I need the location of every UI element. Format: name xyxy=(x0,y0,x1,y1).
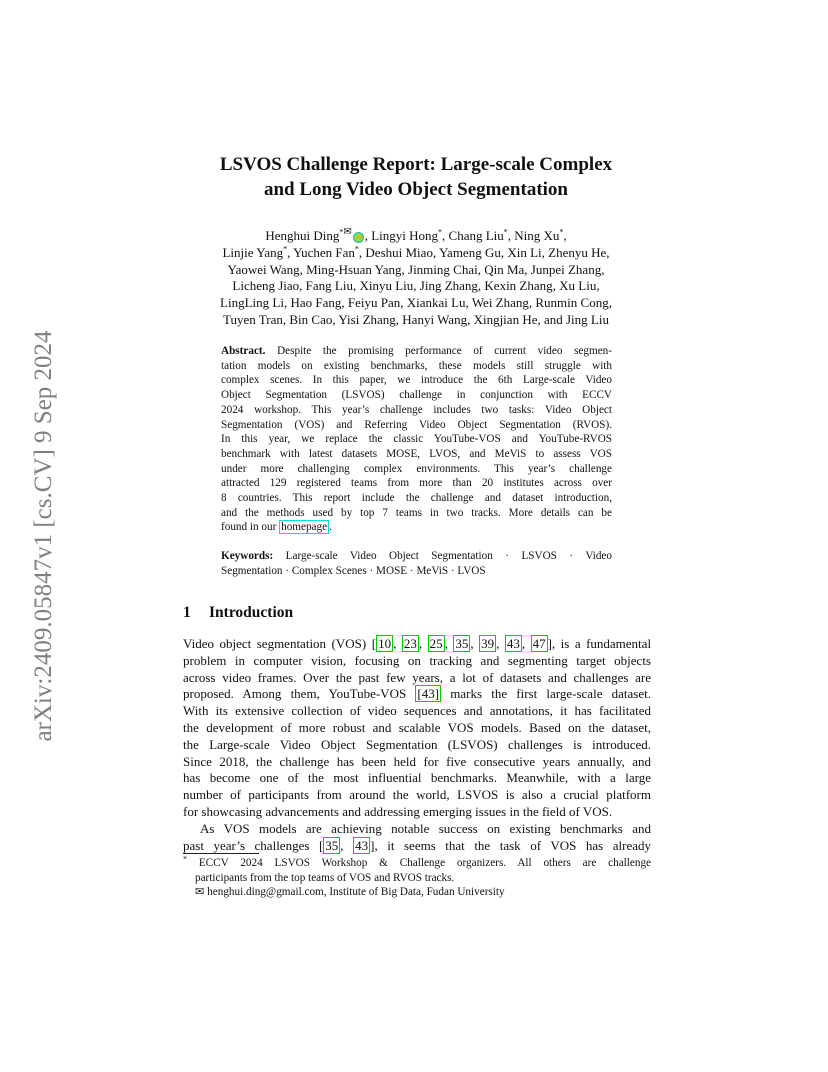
abstract-line: and the methods used by top 7 teams in two tracks. More details can be xyxy=(221,506,612,519)
paragraph-line: the development of more robust and scalable VOS models. Based on the dataset, xyxy=(183,719,651,735)
organizer-mark: * xyxy=(559,227,564,237)
author-list xyxy=(150,228,682,329)
author-name: Henghui Ding xyxy=(265,228,340,243)
organizer-mark: * xyxy=(438,227,443,237)
section-heading xyxy=(183,604,293,622)
citation-link[interactable]: 35 xyxy=(455,636,469,651)
author-line-5: LingLing Li, Hao Fang, Feiyu Pan, Xiankai Lu, Wei Zhang, Runmin Cong, xyxy=(220,295,612,311)
paragraph-line: number of participants from around the world, LSVOS is also a crucial platform xyxy=(183,787,651,803)
author-names: , Deshui Miao, Yameng Gu, Xin Li, Zhenyu He, xyxy=(358,244,610,260)
footnote-line xyxy=(183,856,651,871)
author-name: , Ning Xu xyxy=(507,228,560,243)
author-name: , Yuchen Fan xyxy=(287,244,355,260)
author-line-1 xyxy=(150,228,682,245)
paragraph-text: , is a fundamental xyxy=(551,636,652,651)
organizer-mark: * xyxy=(283,244,288,254)
abstract-label: Abstract. xyxy=(221,345,266,357)
keywords-label: Keywords: xyxy=(221,550,274,562)
abstract-line: In this year, we replace the classic YouTube-VOS and YouTube-RVOS xyxy=(221,433,612,446)
abstract-line xyxy=(221,344,612,359)
footnotes xyxy=(183,856,651,900)
abstract-line: under more challenging complex environments. This year’s challenge xyxy=(221,462,612,475)
abstract xyxy=(221,344,612,535)
paragraph-line: across video frames. Over the past few years, a lot of datasets and challenges are xyxy=(183,669,651,685)
author-line-6: Tuyen Tran, Bin Cao, Yisi Zhang, Hanyi Wang, Xingjian He, and Jing Liu xyxy=(223,311,609,327)
section-number: 1 xyxy=(183,604,191,621)
arxiv-identifier-stamp: arXiv:2409.05847v1 [cs.CV] 9 Sep 2024 xyxy=(30,330,57,742)
footnote-line xyxy=(183,885,651,900)
abstract-line: tation models on existing benchmarks, these models still struggle with xyxy=(221,359,612,372)
organizer-mark: * xyxy=(503,227,508,237)
citation-link[interactable]: 43 xyxy=(506,636,520,651)
paragraph-text: , it seems that the task of VOS has already xyxy=(374,837,652,853)
citation-link[interactable]: 35 xyxy=(325,837,339,853)
envelope-icon: ✉ xyxy=(195,886,205,899)
abstract-text: found in our xyxy=(221,521,280,534)
keywords-line xyxy=(221,549,612,564)
footnote-line: participants from the top teams of VOS and RVOS tracks. xyxy=(195,871,455,884)
citation-link[interactable]: [43] xyxy=(417,686,440,702)
section-title: Introduction xyxy=(209,604,294,621)
citation-bracket: [ xyxy=(371,636,377,651)
title-line-1: LSVOS Challenge Report: Large-scale Complex xyxy=(219,154,613,175)
keywords xyxy=(221,549,612,578)
author-name: , Chang Liu xyxy=(442,228,504,243)
abstract-line: complex scenes. In this paper, we introduce the 6th Large-scale Video xyxy=(221,374,612,387)
abstract-text: Despite the promising performance of current video segmen- xyxy=(265,345,612,357)
paragraph-text: proposed. Among them, YouTube-VOS xyxy=(183,686,416,702)
paragraph-line: past year’s challenges [ 35 , 43 ], it seems that the task of VOS has already xyxy=(183,837,652,853)
footnote-text: henghui.ding@gmail.com, Institute of Big Data, Fudan University xyxy=(204,886,505,899)
citation-link[interactable]: 47 xyxy=(532,636,546,651)
homepage-link[interactable]: homepage xyxy=(281,521,328,534)
paragraph-text: Video object segmentation (VOS) xyxy=(183,636,372,651)
citation-link[interactable]: 39 xyxy=(481,636,495,651)
citation-bracket: [ xyxy=(318,837,324,853)
keywords-line: Segmentation · Complex Scenes · MOSE · MeViS · LVOS xyxy=(221,564,486,577)
citation-bracket: ] xyxy=(370,837,375,853)
paragraph-line: As VOS models are achieving notable success on existing benchmarks and xyxy=(200,820,651,836)
paragraph-line: for showcasing advancements and addressing emerging issues in the field of VOS. xyxy=(183,803,613,819)
paragraph-text: marks the first large-scale dataset. xyxy=(441,686,651,702)
envelope-icon[interactable]: ✉ xyxy=(343,226,352,238)
organizer-mark: * xyxy=(354,244,359,254)
organizer-mark: * xyxy=(339,227,344,237)
citation-link[interactable]: 25 xyxy=(429,636,443,651)
abstract-line: 8 countries. This report include the challenge and dataset introduction, xyxy=(221,492,612,505)
abstract-line: Object Segmentation (LSVOS) challenge in conjunction with ECCV xyxy=(221,389,612,402)
title-line-2: and Long Video Object Segmentation xyxy=(263,179,569,200)
author-line-3: Yaowei Wang, Ming-Hsuan Yang, Jinming Chai, Qin Ma, Junpei Zhang, xyxy=(227,261,605,277)
footnote-mark: * xyxy=(183,854,187,864)
paragraph-line: Video object segmentation (VOS) [ 10 , 23 , 25 , 35 , 39 , 43 , 47 ], is a fundamental xyxy=(183,636,652,651)
abstract-line: attracted 129 registered teams from more than 20 institutes across over xyxy=(221,477,612,490)
citation-link[interactable]: 43 xyxy=(355,837,369,853)
author-separator: , xyxy=(563,228,567,243)
footnote-divider xyxy=(183,853,259,854)
abstract-line: Segmentation (VOS) and Referring Video Object Segmentation (RVOS). xyxy=(221,418,612,431)
paragraph-line: has become one of the most influential benchmarks. Meanwhile, with a large xyxy=(183,770,651,786)
paragraph-line: With its extensive collection of video sequences and annotations, it has facilitated xyxy=(183,703,651,719)
citation-bracket: ] xyxy=(547,636,552,651)
abstract-line: 2024 workshop. This year’s challenge includes two tasks: Video Object xyxy=(221,403,612,416)
citation-link[interactable]: 10 xyxy=(378,636,392,651)
author-name: Linjie Yang xyxy=(222,244,284,260)
footnote-text: ECCV 2024 LSVOS Workshop & Challenge organizers. All others are challenge xyxy=(187,857,651,869)
paragraph-line: Since 2018, the challenge has been held for five consecutive years annually, and xyxy=(183,753,651,769)
author-line-4: Licheng Jiao, Fang Liu, Xinyu Liu, Jing Zhang, Kexin Zhang, Xu Liu, xyxy=(232,278,600,294)
author-line-2 xyxy=(150,245,682,262)
abstract-text: . xyxy=(329,521,332,534)
keywords-text: Large-scale Video Object Segmentation · LSVOS · Video xyxy=(273,550,612,562)
body-text xyxy=(183,636,651,854)
paper-title xyxy=(150,152,682,202)
paragraph-line xyxy=(183,686,651,703)
paragraph-line: problem in computer vision, focusing on tracking and segmenting target objects xyxy=(183,652,651,668)
author-name: , Lingyi Hong xyxy=(364,228,439,243)
orcid-icon[interactable] xyxy=(353,232,364,243)
paragraph-line: the Large-scale Video Object Segmentation (LSVOS) challenges is introduced. xyxy=(183,736,651,752)
abstract-line xyxy=(221,520,612,535)
citation-link[interactable]: 23 xyxy=(403,636,417,651)
paragraph-text: past year’s challenges xyxy=(183,837,319,853)
abstract-line: benchmark with latest datasets MOSE, LVOS, and MeViS to assess VOS xyxy=(221,447,612,460)
